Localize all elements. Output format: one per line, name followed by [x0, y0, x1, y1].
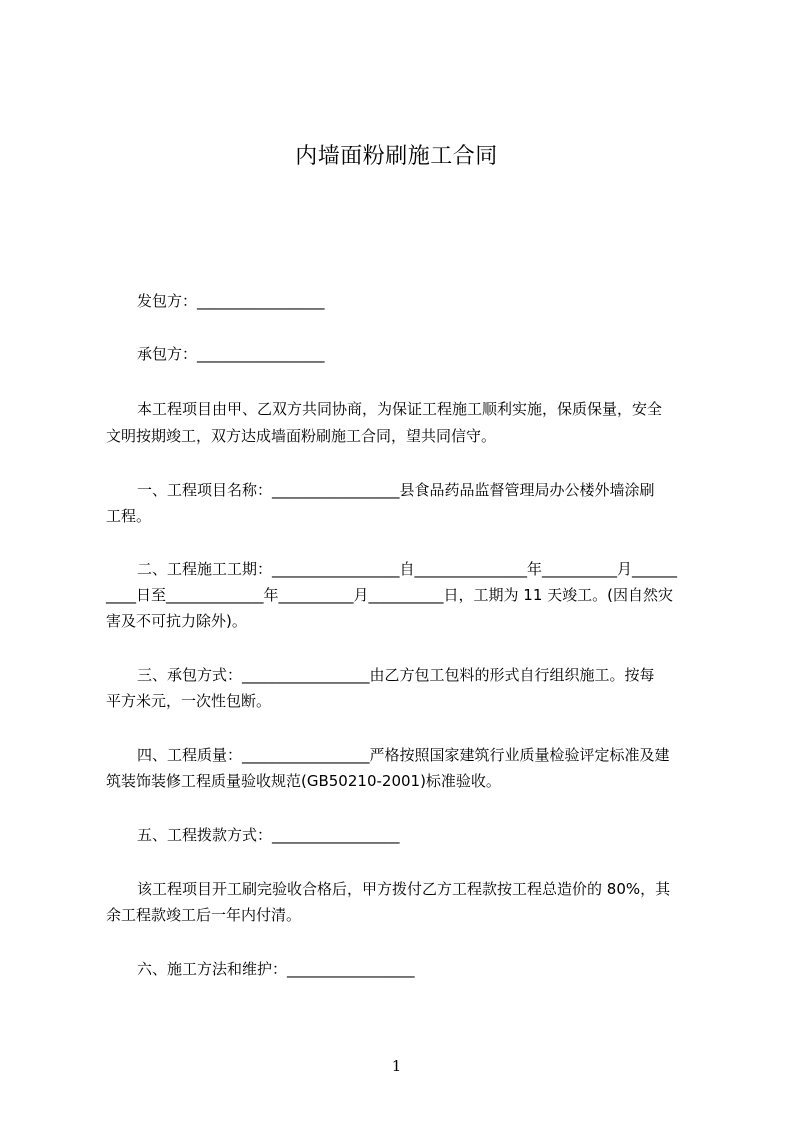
party-b-line: 承包方：_________________ — [137, 345, 325, 363]
section-4-line-1: 四、工程质量：_________________严格按照国家建筑行业质量检验评定标准及建 — [137, 746, 670, 764]
section-3-line-1: 三、承包方式：_________________由乙方包工包料的形式自行组织施工。按每 — [137, 666, 655, 684]
payment-paragraph-line-1: 该工程项目开工刷完验收合格后，甲方拨付乙方工程款按工程总造价的 80%，其 — [137, 880, 671, 898]
section-2-line-1: 二、工程施工工期：_________________自_______________年__________月______ — [137, 560, 678, 578]
payment-paragraph-line-2: 余工程款竣工后一年内付清。 — [106, 906, 302, 924]
page-number: 1 — [391, 1057, 402, 1075]
document-title: 内墙面粉刷施工合同 — [295, 144, 498, 169]
section-1-line-2: 工程。 — [106, 507, 152, 525]
intro-paragraph-line-2: 文明按期竣工，双方达成墙面粉刷施工合同，望共同信守。 — [106, 427, 497, 445]
intro-paragraph-line-1: 本工程项目由甲、乙双方共同协商，为保证工程施工顺利实施，保质保量，安全 — [137, 400, 663, 418]
section-3-line-2: 平方米元，一次性包断。 — [106, 692, 272, 710]
section-2-line-2: ____日至_____________年__________月__________日，工期为 11 天竣工。(因自然灾 — [106, 586, 673, 604]
section-5-line-1: 五、工程拨款方式：_________________ — [137, 826, 400, 844]
section-6-line-1: 六、施工方法和维护：_________________ — [137, 960, 415, 978]
section-1-line-1: 一、工程项目名称：_________________县食品药品监督管理局办公楼外墙涂刷 — [137, 481, 655, 499]
party-a-line: 发包方：_________________ — [137, 292, 325, 310]
section-4-line-2: 筑装饰装修工程质量验收规范(GB50210-2001)标准验收。 — [106, 772, 501, 790]
section-2-line-3: 害及不可抗力除外)。 — [106, 612, 247, 630]
